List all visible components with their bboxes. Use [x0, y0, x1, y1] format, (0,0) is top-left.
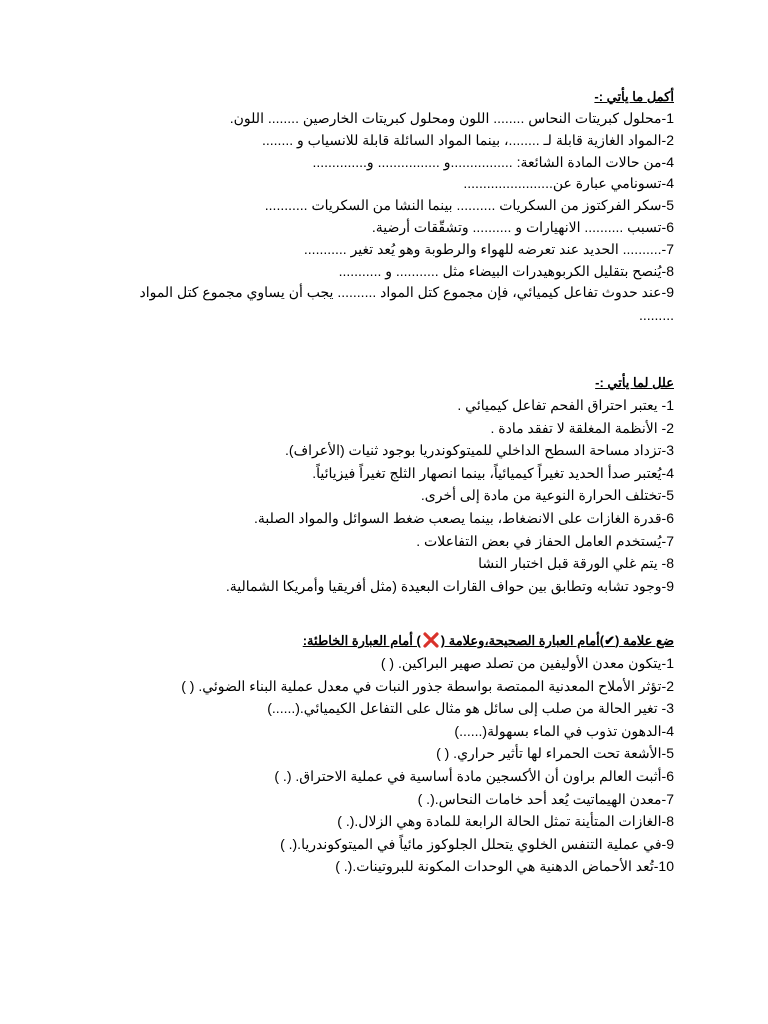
complete-item-1: 1-محلول كبريتات النحاس ........ اللون ومحلول كبريتات الخارصين ........ اللون.: [229, 110, 674, 126]
section-explain-heading: علل لما يأتي :-: [595, 375, 674, 390]
true-false-item-7: 7-معدن الهيماتيت يُعد أحد خامات النحاس.(. ): [417, 790, 674, 807]
true-false-item-2: 2-تؤثر الأملاح المعدنية الممتصة بواسطة جذور النبات في معدل عملية البناء الضوئي. ( ): [181, 677, 674, 694]
true-false-item-1: 1-يتكون معدن الأوليفين من تصلد صهير البراكين. ( ): [380, 655, 674, 671]
complete-item-2: 2-المواد الغازية قابلة لـ ........، بينما المواد السائلة قابلة للانسياب و ........: [262, 131, 674, 148]
true-false-item-5: 5-الأشعة تحت الحمراء لها تأثير حراري. ( ): [436, 745, 674, 762]
true-false-item-8: 8-الغازات المتأينة تمثل الحالة الرابعة للمادة وهي الزلال.(. ): [337, 813, 674, 830]
section-true-false: [60, 630, 674, 878]
complete-item-5: 5-سكر الفركتوز من السكريات .......... بينما النشا من السكريات ...........: [264, 197, 674, 214]
explain-item-3: 3-تزداد مساحة السطح الداخلي للميتوكوندريا بوجود ثنيات (الأعراف).: [285, 442, 674, 459]
true-false-item-6: 6-أثبت العالم براون أن الأكسجين مادة أساسية في عملية الاحتراق. (. ): [274, 767, 674, 784]
heading-part-2: )أمام العبارة الصحيحة،وعلامة (: [440, 633, 605, 648]
explain-item-5: 5-تختلف الحرارة النوعية من مادة إلى أخرى.: [420, 487, 674, 504]
true-false-item-10: 10-تُعد الأحماض الدهنية هي الوحدات المكونة للبروتينات.(. ): [335, 858, 674, 875]
complete-item-4: 4-تسونامي عبارة عن.......................: [463, 175, 674, 192]
explain-item-9: 9-وجود تشابه وتطابق بين حواف القارات البعيدة (مثل أفريقيا وأمريكا الشمالية.: [225, 577, 674, 594]
complete-item-7: 7-.......... الحديد عند تعرضه للهواء والرطوبة وهو يُعد تغير ...........: [303, 240, 674, 257]
explain-item-2: 2- الأنظمة المغلقة لا تفقد مادة .: [490, 419, 674, 436]
true-false-item-9: 9-في عملية التنفس الخلوي يتحلل الجلوكوز مائياً في الميتوكوندريا.(. ): [280, 835, 674, 852]
true-false-item-4: 4-الدهون تذوب في الماء بسهولة(......): [454, 722, 674, 739]
true-false-item-3: 3- تغير الحالة من صلب إلى سائل هو مثال على التفاعل الكيميائي.(......): [267, 700, 674, 717]
explain-item-1: 1- يعتبر احتراق الفحم تفاعل كيميائي .: [457, 397, 674, 413]
explain-item-7: 7-يُستخدم العامل الحفاز في بعض التفاعلات .: [416, 532, 674, 549]
section-complete-heading: أكمل ما يأتي :-: [594, 89, 674, 104]
explain-item-8: 8- يتم غلي الورقة قبل اختبار النشا: [478, 555, 674, 572]
complete-item-3: 4-من حالات المادة الشائعة: ................و ................ و..............: [312, 153, 674, 170]
section-true-false-heading: [60, 630, 674, 652]
explain-item-4: 4-يُعتبر صدأ الحديد تغيراً كيميائياً، بينما انصهار الثلج تغيراً فيزيائياً.: [312, 464, 674, 481]
section-explain: [60, 372, 674, 597]
heading-part-1: ضع علامة (: [615, 633, 674, 648]
explain-item-6: 6-قدرة الغازات على الانضغاط، بينما يصعب ضغط السوائل والمواد الصلبة.: [253, 509, 674, 526]
complete-item-9-continuation: .........: [638, 307, 674, 324]
red-x-icon: [422, 632, 440, 648]
complete-item-6: 6-تسبب .......... الانهيارات و .......... وتشقّقات أرضية.: [371, 218, 674, 235]
heading-part-3: ) أمام العبارة الخاطئة:: [302, 633, 421, 648]
check-mark-icon: ✔: [604, 633, 616, 648]
complete-item-8: 8-يُنصح بتقليل الكربوهيدرات البيضاء مثل ........... و ...........: [338, 262, 674, 279]
section-complete: [60, 86, 674, 326]
complete-item-9: 9-عند حدوث تفاعل كيميائي، فإن مجموع كتل المواد .......... يجب أن يساوي مجموع كتل المواد: [139, 284, 674, 301]
